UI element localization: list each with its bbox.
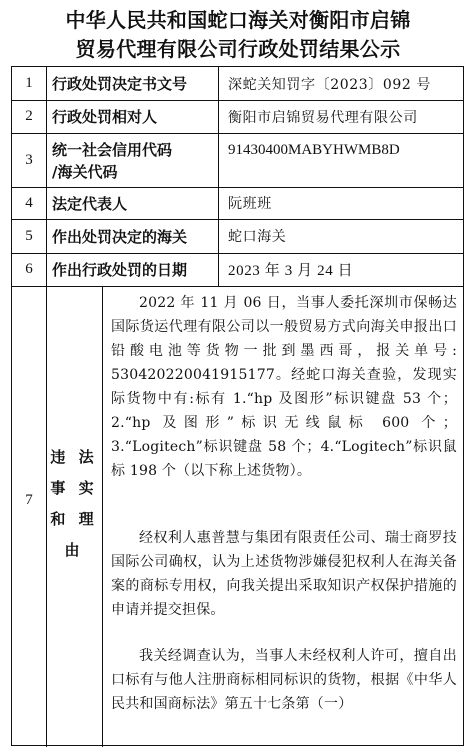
label-facts-and-reasons bbox=[46, 442, 102, 566]
row-number: 2 bbox=[25, 108, 33, 124]
value-counterparty: 衡阳市启锦贸易代理有限公司 bbox=[228, 109, 418, 126]
penalty-table bbox=[11, 66, 464, 746]
row-number: 7 bbox=[25, 492, 33, 508]
document-title bbox=[0, 6, 476, 64]
label-credit-code bbox=[52, 139, 220, 185]
row-number: 5 bbox=[25, 227, 33, 244]
side-label-line: 由 bbox=[64, 541, 84, 559]
value-credit-code: 91430400MABYHWMB8D bbox=[228, 142, 400, 158]
label-counterparty: 行政处罚相对人 bbox=[52, 108, 158, 126]
value-customs: 蛇口海关 bbox=[228, 229, 287, 245]
side-label-line: 和 理 bbox=[50, 510, 98, 528]
label-credit-code-line1: 统一社会信用代码 bbox=[52, 141, 173, 159]
label-penalty-date: 作出行政处罚的日期 bbox=[52, 261, 188, 279]
title-line-2: 贸易代理有限公司行政处罚结果公示 bbox=[75, 37, 401, 61]
label-customs: 作出处罚决定的海关 bbox=[52, 227, 188, 246]
title-line-1: 中华人民共和国蛇口海关对衡阳市启锦 bbox=[65, 8, 411, 32]
row-number: 6 bbox=[25, 261, 33, 277]
label-credit-code-line2: /海关代码 bbox=[52, 163, 118, 181]
facts-paragraph-2: 经权利人惠普慧与集团有限责任公司、瑞士商罗技国际公司确权，认为上述货物涉嫌侵犯权利人在海关备案的商标专用权，向我关提出采取知识产权保护措施的申请并提交担保。 bbox=[111, 530, 457, 618]
facts-paragraph-3: 我关经调查认为，当事人未经权利人许可，擅自出口标有与他人注册商标相同标识的货物，根据《中华人民共和国商标法》第五十七条第（一） bbox=[111, 648, 457, 712]
value-decision-number: 深蛇关知罚字〔2023〕092 号 bbox=[228, 76, 432, 93]
row-number: 4 bbox=[25, 194, 33, 211]
value-legal-rep: 阮班班 bbox=[228, 196, 272, 212]
value-penalty-date: 2023 年 3 月 24 日 bbox=[228, 263, 354, 279]
label-decision-number: 行政处罚决定书文号 bbox=[52, 75, 188, 93]
row-number: 1 bbox=[25, 75, 33, 91]
facts-paragraph-1: 2022 年 11 月 06 日，当事人委托深圳市保畅达国际货运代理有限公司以一般贸易方式向海关申报出口铅酸电池等货物一批到墨西哥，报关单号: 530420220041915177。经蛇口海关查验，发现实际货物中有:标有 1.“hp 及图形”标识键盘 53 个；2.“hp 及图形”标识无线鼠标 600 个；3.“Logitech”标识键盘 58 个；4.“Logitech”标识鼠标 198 个（以下称上述货物）。 bbox=[111, 295, 457, 479]
row-number: 3 bbox=[25, 151, 33, 168]
label-legal-rep: 法定代表人 bbox=[52, 194, 128, 213]
side-label-line: 事 实 bbox=[50, 479, 98, 497]
side-label-line: 违 法 bbox=[50, 448, 98, 466]
